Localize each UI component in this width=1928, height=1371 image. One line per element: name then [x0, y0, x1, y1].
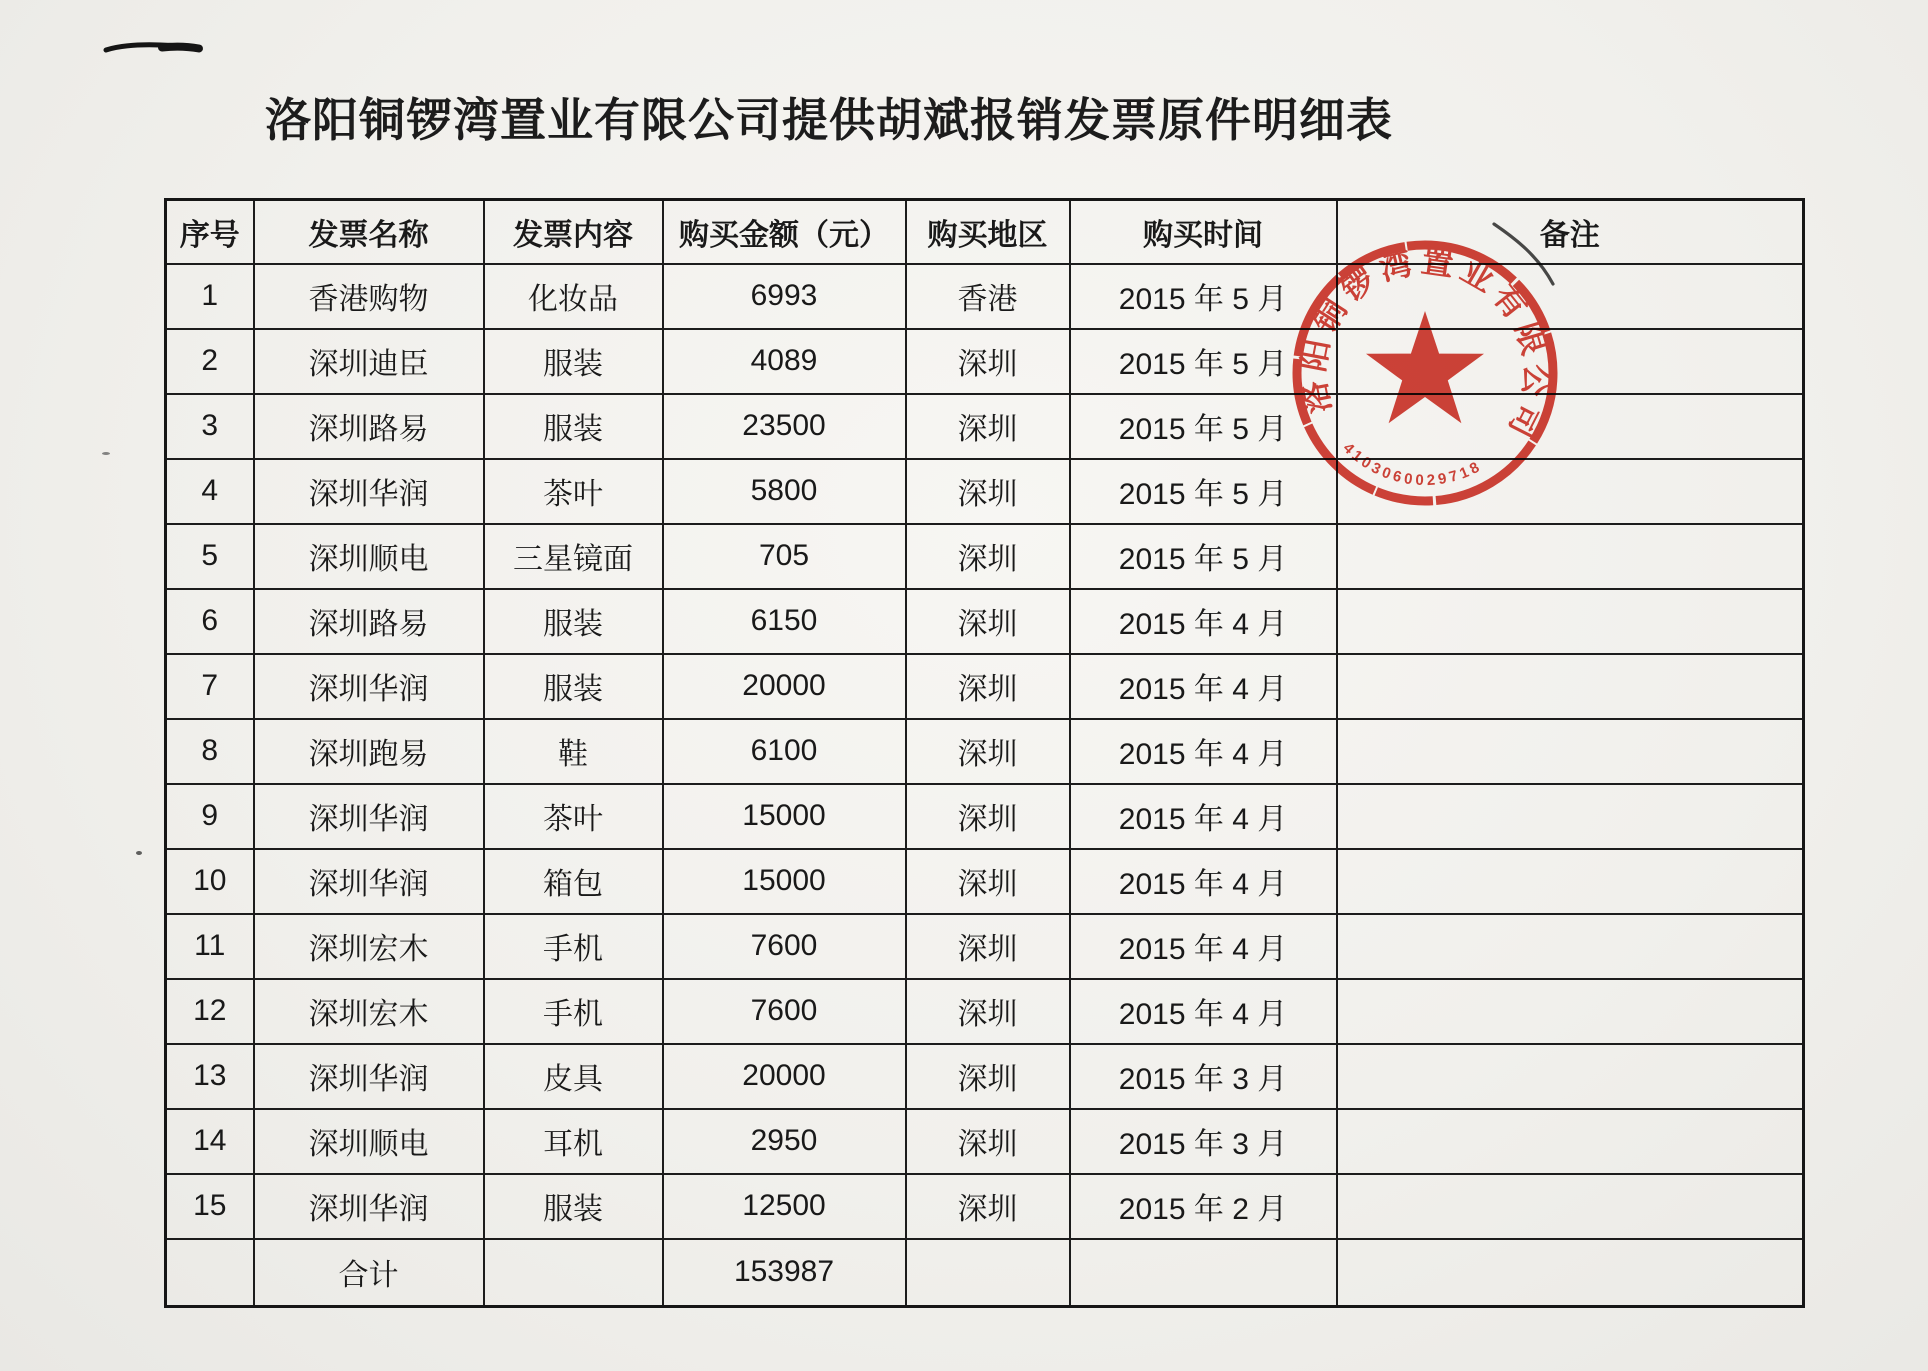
- cell-name: 深圳迪臣: [254, 329, 484, 394]
- cell-region: 香港: [906, 264, 1070, 329]
- cell-amount: 6150: [663, 589, 906, 654]
- cell-name: 深圳路易: [254, 589, 484, 654]
- cell-name: 深圳华润: [254, 849, 484, 914]
- cell-content: 茶叶: [484, 784, 663, 849]
- page-title: 洛阳铜锣湾置业有限公司提供胡斌报销发票原件明细表: [265, 94, 1393, 146]
- cell-name: 深圳宏木: [254, 914, 484, 979]
- cell-content: 手机: [484, 979, 663, 1044]
- pen-slash-mark: [1480, 212, 1570, 302]
- cell-no: 8: [166, 719, 254, 784]
- cell-name: 深圳跑易: [254, 719, 484, 784]
- cell-no: 12: [166, 979, 254, 1044]
- cell-remark: [1337, 914, 1804, 979]
- cell-amount: 20000: [663, 654, 906, 719]
- cell-content: 皮具: [484, 1044, 663, 1109]
- cell-amount: 6993: [663, 264, 906, 329]
- ink-speck: [136, 851, 142, 855]
- column-header: 购买地区: [906, 200, 1070, 264]
- cell-content: 服装: [484, 394, 663, 459]
- cell-remark: [1337, 654, 1804, 719]
- cell-no: 11: [166, 914, 254, 979]
- cell-no: 5: [166, 524, 254, 589]
- cell-region: 深圳: [906, 329, 1070, 394]
- column-header: 发票名称: [254, 200, 484, 264]
- cell-content: 服装: [484, 329, 663, 394]
- cell-amount: 15000: [663, 849, 906, 914]
- cell-name: 深圳华润: [254, 459, 484, 524]
- cell-region: 深圳: [906, 1174, 1070, 1239]
- cell-no: 7: [166, 654, 254, 719]
- ink-speck: [102, 452, 110, 455]
- svg-text:4103060029718: [1336, 438, 1487, 498]
- cell-time: 2015 年 5 月: [1070, 329, 1337, 394]
- cell-time: 2015 年 3 月: [1070, 1109, 1337, 1174]
- total-cell-content: [484, 1239, 663, 1307]
- cell-region: 深圳: [906, 459, 1070, 524]
- cell-content: 茶叶: [484, 459, 663, 524]
- total-cell-no: [166, 1239, 254, 1307]
- cell-time: 2015 年 4 月: [1070, 589, 1337, 654]
- table-row: [166, 849, 1804, 914]
- cell-amount: 15000: [663, 784, 906, 849]
- cell-name: 深圳华润: [254, 1174, 484, 1239]
- cell-region: 深圳: [906, 654, 1070, 719]
- cell-remark: [1337, 719, 1804, 784]
- cell-amount: 23500: [663, 394, 906, 459]
- cell-content: 箱包: [484, 849, 663, 914]
- cell-region: 深圳: [906, 524, 1070, 589]
- cell-time: 2015 年 2 月: [1070, 1174, 1337, 1239]
- cell-no: 4: [166, 459, 254, 524]
- total-cell-region: [906, 1239, 1070, 1307]
- cell-region: 深圳: [906, 979, 1070, 1044]
- cell-time: 2015 年 4 月: [1070, 979, 1337, 1044]
- cell-no: 9: [166, 784, 254, 849]
- cell-remark: [1337, 1044, 1804, 1109]
- cell-no: 2: [166, 329, 254, 394]
- cell-content: 化妆品: [484, 264, 663, 329]
- cell-time: 2015 年 4 月: [1070, 719, 1337, 784]
- column-header: 购买金额（元）: [663, 200, 906, 264]
- total-cell-amount: 153987: [663, 1239, 906, 1307]
- seal-star-icon: [1366, 311, 1484, 423]
- table-row: [166, 524, 1804, 589]
- cell-time: 2015 年 5 月: [1070, 459, 1337, 524]
- cell-content: 鞋: [484, 719, 663, 784]
- cell-region: 深圳: [906, 849, 1070, 914]
- cell-amount: 7600: [663, 914, 906, 979]
- cell-time: 2015 年 3 月: [1070, 1044, 1337, 1109]
- cell-no: 3: [166, 394, 254, 459]
- cell-remark: [1337, 979, 1804, 1044]
- cell-no: 6: [166, 589, 254, 654]
- table-row: [166, 979, 1804, 1044]
- total-cell-time: [1070, 1239, 1337, 1307]
- cell-region: 深圳: [906, 589, 1070, 654]
- table-row: [166, 1109, 1804, 1174]
- cell-amount: 7600: [663, 979, 906, 1044]
- cell-name: 深圳路易: [254, 394, 484, 459]
- column-header: 备注: [1337, 200, 1804, 264]
- pen-dash-mark: [100, 38, 210, 58]
- cell-remark: [1337, 589, 1804, 654]
- cell-time: 2015 年 5 月: [1070, 524, 1337, 589]
- cell-region: 深圳: [906, 719, 1070, 784]
- cell-region: 深圳: [906, 1044, 1070, 1109]
- cell-amount: 4089: [663, 329, 906, 394]
- column-header: 序号: [166, 200, 254, 264]
- cell-remark: [1337, 784, 1804, 849]
- table-row: [166, 719, 1804, 784]
- cell-region: 深圳: [906, 914, 1070, 979]
- cell-time: 2015 年 4 月: [1070, 654, 1337, 719]
- table-row: [166, 784, 1804, 849]
- cell-content: 服装: [484, 589, 663, 654]
- cell-region: 深圳: [906, 784, 1070, 849]
- cell-no: 15: [166, 1174, 254, 1239]
- table-row: [166, 654, 1804, 719]
- cell-amount: 6100: [663, 719, 906, 784]
- cell-time: 2015 年 4 月: [1070, 849, 1337, 914]
- cell-name: 深圳顺电: [254, 524, 484, 589]
- column-header: 发票内容: [484, 200, 663, 264]
- cell-remark: [1337, 1109, 1804, 1174]
- table-row: [166, 1174, 1804, 1239]
- cell-amount: 20000: [663, 1044, 906, 1109]
- seal-number-text: 4103060029718: [1339, 439, 1486, 490]
- cell-content: 三星镜面: [484, 524, 663, 589]
- cell-remark: [1337, 1174, 1804, 1239]
- cell-no: 14: [166, 1109, 254, 1174]
- table-row: [166, 1044, 1804, 1109]
- cell-name: 香港购物: [254, 264, 484, 329]
- cell-name: 深圳华润: [254, 784, 484, 849]
- column-header: 购买时间: [1070, 200, 1337, 264]
- cell-name: 深圳华润: [254, 1044, 484, 1109]
- cell-no: 1: [166, 264, 254, 329]
- cell-name: 深圳顺电: [254, 1109, 484, 1174]
- total-row: [166, 1239, 1804, 1307]
- seal-company-text: 洛阳铜锣湾置业有限公司: [1294, 242, 1556, 449]
- cell-region: 深圳: [906, 394, 1070, 459]
- cell-remark: [1337, 524, 1804, 589]
- cell-name: 深圳华润: [254, 654, 484, 719]
- cell-content: 服装: [484, 1174, 663, 1239]
- cell-no: 10: [166, 849, 254, 914]
- cell-time: 2015 年 4 月: [1070, 784, 1337, 849]
- cell-remark: [1337, 849, 1804, 914]
- cell-no: 13: [166, 1044, 254, 1109]
- cell-time: 2015 年 4 月: [1070, 914, 1337, 979]
- cell-region: 深圳: [906, 1109, 1070, 1174]
- cell-name: 深圳宏木: [254, 979, 484, 1044]
- table-row: [166, 589, 1804, 654]
- cell-content: 手机: [484, 914, 663, 979]
- cell-content: 服装: [484, 654, 663, 719]
- total-cell-remark: [1337, 1239, 1804, 1307]
- cell-amount: 2950: [663, 1109, 906, 1174]
- table-row: [166, 914, 1804, 979]
- cell-time: 2015 年 5 月: [1070, 394, 1337, 459]
- cell-time: 2015 年 5 月: [1070, 264, 1337, 329]
- cell-amount: 5800: [663, 459, 906, 524]
- cell-amount: 705: [663, 524, 906, 589]
- total-cell-name: 合计: [254, 1239, 484, 1307]
- cell-amount: 12500: [663, 1174, 906, 1239]
- cell-content: 耳机: [484, 1109, 663, 1174]
